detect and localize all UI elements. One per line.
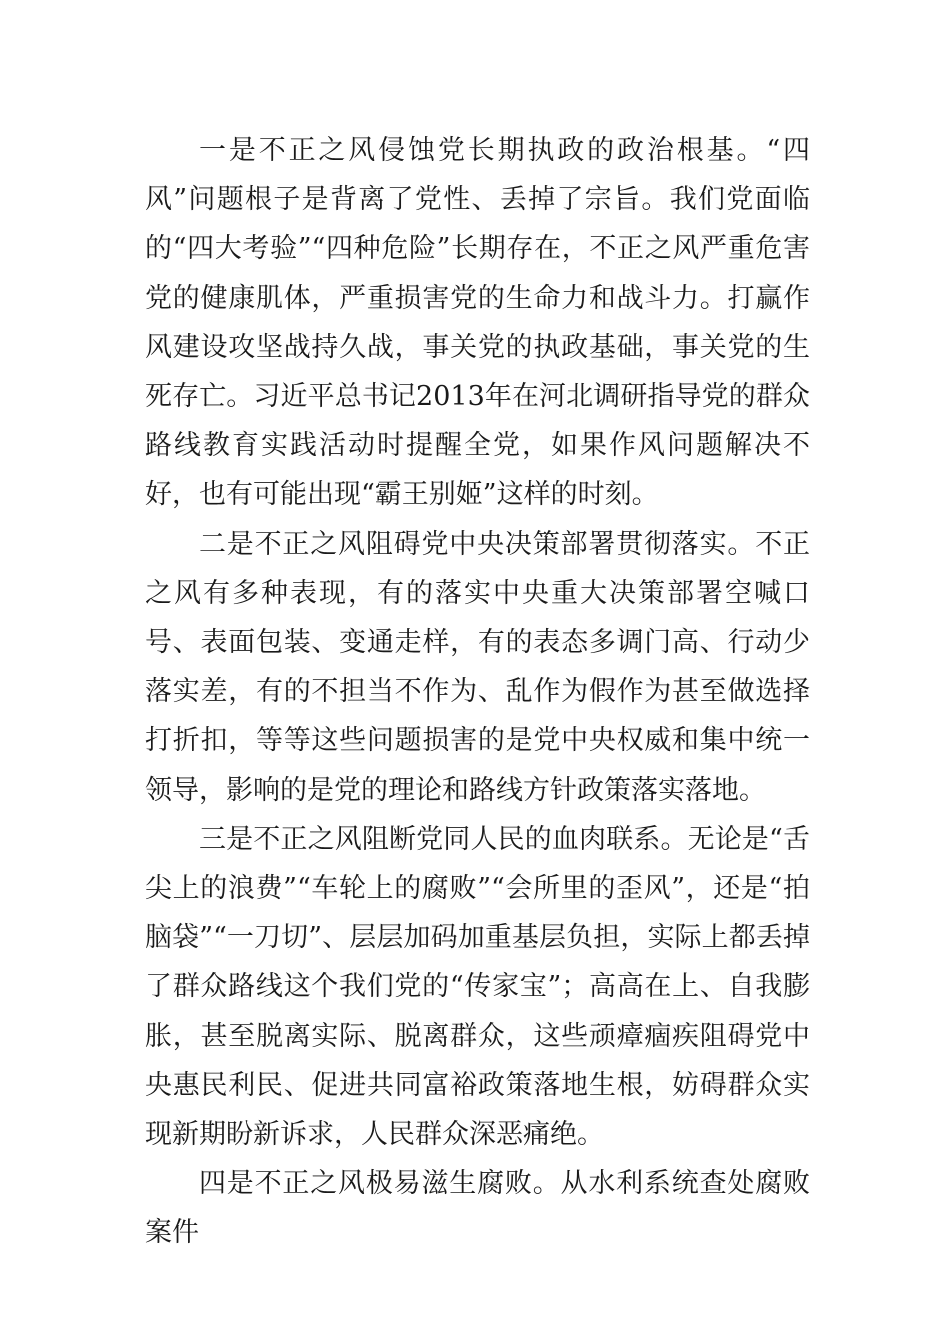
paragraph-two: 二是不正之风阻碍党中央决策部署贯彻落实。不正之风有多种表现，有的落实中央重大决策部署空喊口号、表面包装、变通走样，有的表态多调门高、行动少落实差，有的不担当不作为、乱作为假作为甚至做选择打折扣，等等这些问题损害的是党中央权威和集中统一领导，影响的是党的理论和路线方针政策落实落地。	[145, 528, 810, 806]
document-body	[145, 126, 810, 1258]
paragraph-four: 四是不正之风极易滋生腐败。从水利系统查处腐败案件	[145, 1168, 810, 1249]
paragraph-one: 一是不正之风侵蚀党长期执政的政治根基。“四风”问题根子是背离了党性、丢掉了宗旨。我们党面临的“四大考验”“四种危险”长期存在，不正之风严重危害党的健康肌体，严重损害党的生命力和战斗力。打赢作风建设攻坚战持久战，事关党的执政基础，事关党的生死存亡。习近平总书记2013年在河北调研指导党的群众路线教育实践活动时提醒全党，如果作风问题解决不好，也有可能出现“霸王别姬”这样的时刻。	[145, 135, 810, 511]
paragraph-three: 三是不正之风阻断党同人民的血肉联系。无论是“舌尖上的浪费”“车轮上的腐败”“会所里的歪风”，还是“拍脑袋”“一刀切”、层层加码加重基层负担，实际上都丢掉了群众路线这个我们党的“传家宝”；高高在上、自我膨胀，甚至脱离实际、脱离群众，这些顽瘴痼疾阻碍党中央惠民利民、促进共同富裕政策落地生根，妨碍群众实现新期盼新诉求，人民群众深恶痛绝。	[145, 823, 810, 1151]
